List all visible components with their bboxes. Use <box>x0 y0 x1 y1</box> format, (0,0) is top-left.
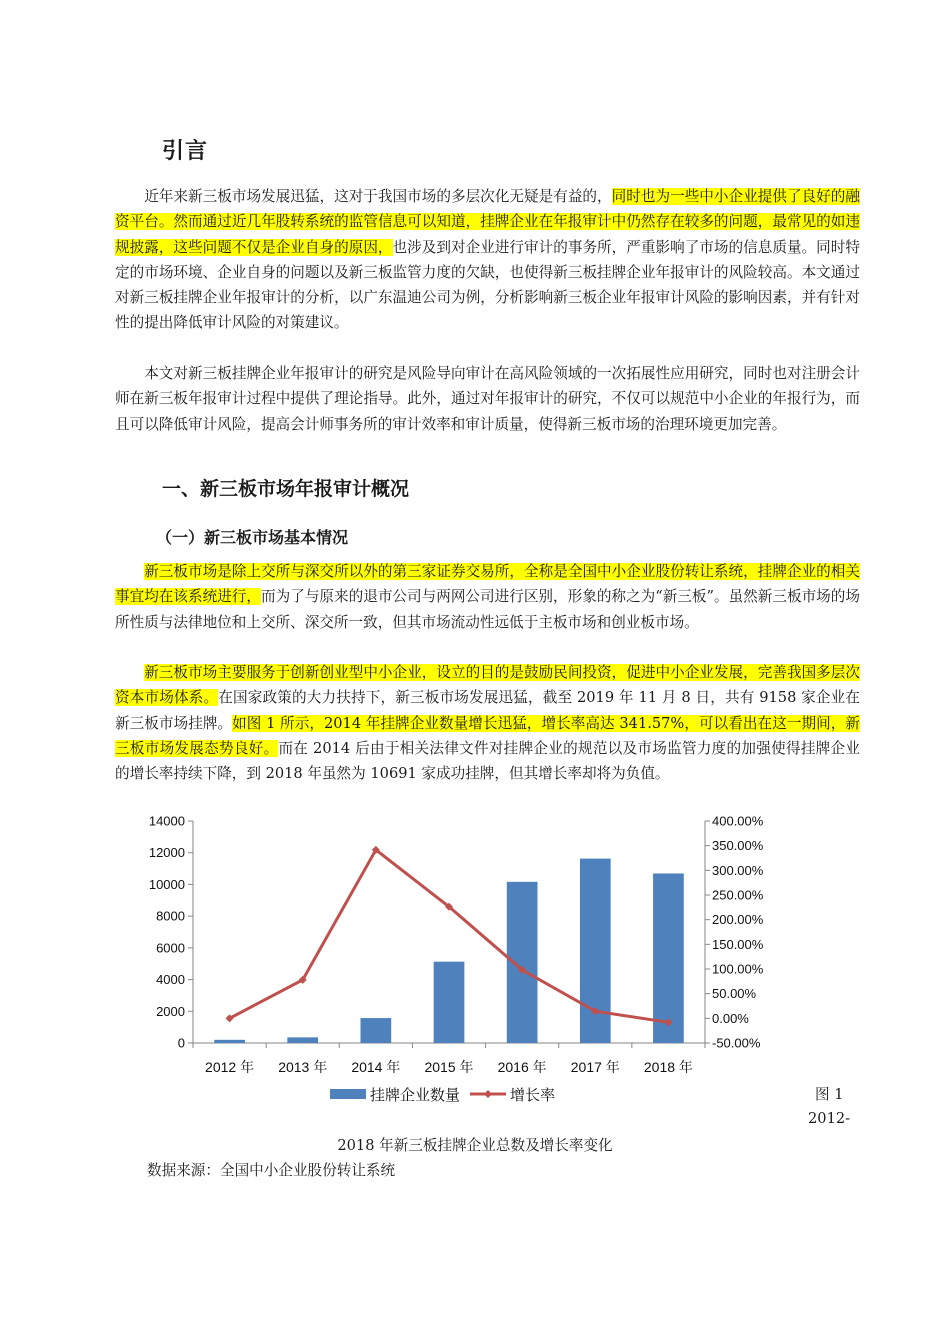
text-run: 在国家政策的大力扶持下，新三板市场发展迅猛，截至 2019 年 11 月 8 日，共有 9158 家企业在新三板市场挂牌。 <box>115 689 860 732</box>
left-tick-label: 10000 <box>148 876 185 892</box>
legend-swatch-marker <box>484 1090 492 1098</box>
bar <box>580 859 611 1043</box>
left-tick-label: 0 <box>177 1035 185 1051</box>
figure-caption-text: 2018 年新三板挂牌企业总数及增长率变化 <box>337 1137 613 1154</box>
left-tick-label: 4000 <box>156 972 185 988</box>
right-tick-label: 300.00% <box>712 862 764 878</box>
x-tick-label: 2016 年 <box>497 1059 547 1075</box>
right-tick-label: 0.00% <box>712 1010 749 1026</box>
right-tick-label: 200.00% <box>712 912 764 928</box>
highlighted-text: 如图 1 所示，2014 年挂牌企业数量增长迅猛，增长率高达 341.57%，可以看出在这一期间，新三板市场发展态势良好。 <box>115 714 860 757</box>
body-paragraph-3 <box>115 559 860 635</box>
figure-1-chart <box>115 808 860 1108</box>
figure-caption-year-start: 2012- <box>808 1110 851 1127</box>
bar <box>287 1037 318 1043</box>
highlighted-text: 同时也为一些中小企业提供了良好的融资平台。然而通过近几年股转系统的监管信息可以知道，挂牌企业在年报审计中仍然存在较多的问题，最常见的如违规披露，这些问题不仅是企业自身的原因， <box>115 188 860 256</box>
x-tick-label: 2015 年 <box>424 1059 474 1075</box>
combo-chart-svg <box>115 808 860 1108</box>
bar <box>653 873 684 1043</box>
right-tick-label: -50.00% <box>712 1035 761 1051</box>
text-run: 也涉及到对企业进行审计的事务所，严重影响了市场的信息质量。同时特定的市场环境、企业自身的问题以及新三板监管力度的欠缺，也使得新三板挂牌企业年报审计的风险较高。本文通过对新三板挂牌企业年报审计的分析，以广东温迪公司为例，分析影响新三板企业年报审计风险的影响因素，并有针对性的提出降低审计风险的对策建议。 <box>115 238 860 332</box>
figure-caption-label: 图 1 <box>815 1086 844 1103</box>
left-tick-label: 12000 <box>148 845 185 861</box>
text-run: 近年来新三板市场发展迅猛，这对于我国市场的多层次化无疑是有益的， <box>144 188 612 205</box>
legend-label-line: 增长率 <box>510 1087 556 1104</box>
body-paragraph-4 <box>115 660 860 786</box>
highlighted-text: 新三板市场是除上交所与深交所以外的第三家证券交易所，全称是全国中小企业股份转让系统，挂牌企业的相关事宜均在该系统进行， <box>115 563 860 606</box>
right-tick-label: 250.00% <box>712 887 764 903</box>
left-tick-label: 6000 <box>156 940 185 956</box>
x-tick-label: 2013 年 <box>278 1059 328 1075</box>
left-tick-label: 14000 <box>148 813 185 829</box>
bar <box>434 962 465 1043</box>
legend-swatch-bar <box>330 1089 366 1099</box>
intro-paragraph-1 <box>115 184 860 336</box>
left-tick-label: 8000 <box>156 908 185 924</box>
bar <box>214 1040 245 1043</box>
right-tick-label: 50.00% <box>712 986 757 1002</box>
legend-label-bar: 挂牌企业数量 <box>370 1087 461 1104</box>
x-tick-label: 2014 年 <box>351 1059 401 1075</box>
x-tick-label: 2018 年 <box>643 1059 693 1075</box>
right-tick-label: 400.00% <box>712 813 764 829</box>
right-tick-label: 150.00% <box>712 936 764 952</box>
x-tick-label: 2017 年 <box>570 1059 620 1075</box>
right-tick-label: 100.00% <box>712 961 764 977</box>
intro-paragraph-2: 本文对新三板挂牌企业年报审计的研究是风险导向审计在高风险领域的一次拓展性应用研究，同时也对注册会计师在新三板年报审计过程中提供了理论指导。此外，通过对年报审计的研究，不仅可以规范中小企业的年报行为，而且可以降低审计风险，提高会计师事务所的审计效率和审计质量，使得新三板市场的治理环境更加完善。 <box>115 365 860 433</box>
heading-introduction: 引言 <box>162 139 209 164</box>
x-tick-label: 2012 年 <box>205 1059 255 1075</box>
text-run: 而在 2014 后由于相关法律文件对挂牌企业的规范以及市场监管力度的加强使得挂牌企业的增长率持续下降，到 2018 年虽然为 10691 家成功挂牌，但其增长率却将为负值。 <box>115 739 860 783</box>
section-1-title: 一、新三板市场年报审计概况 <box>162 478 410 500</box>
right-tick-label: 350.00% <box>712 838 764 854</box>
data-source-note: 数据来源：全国中小企业股份转让系统 <box>147 1162 396 1179</box>
text-run: 而为了与原来的退市公司与两网公司进行区别，形象的称之为“新三板”。虽然新三板市场的场所性质与法律地位和上交所、深交所一致，但其市场流动性远低于主板市场和创业板市场。 <box>115 588 860 631</box>
highlighted-text: 新三板市场主要服务于创新创业型中小企业，设立的目的是鼓励民间投资，促进中小企业发展，完善我国多层次资本市场体系。 <box>115 664 860 707</box>
left-tick-label: 2000 <box>156 1003 185 1019</box>
bar <box>360 1018 391 1043</box>
subsection-1-title: （一）新三板市场基本情况 <box>156 528 349 547</box>
